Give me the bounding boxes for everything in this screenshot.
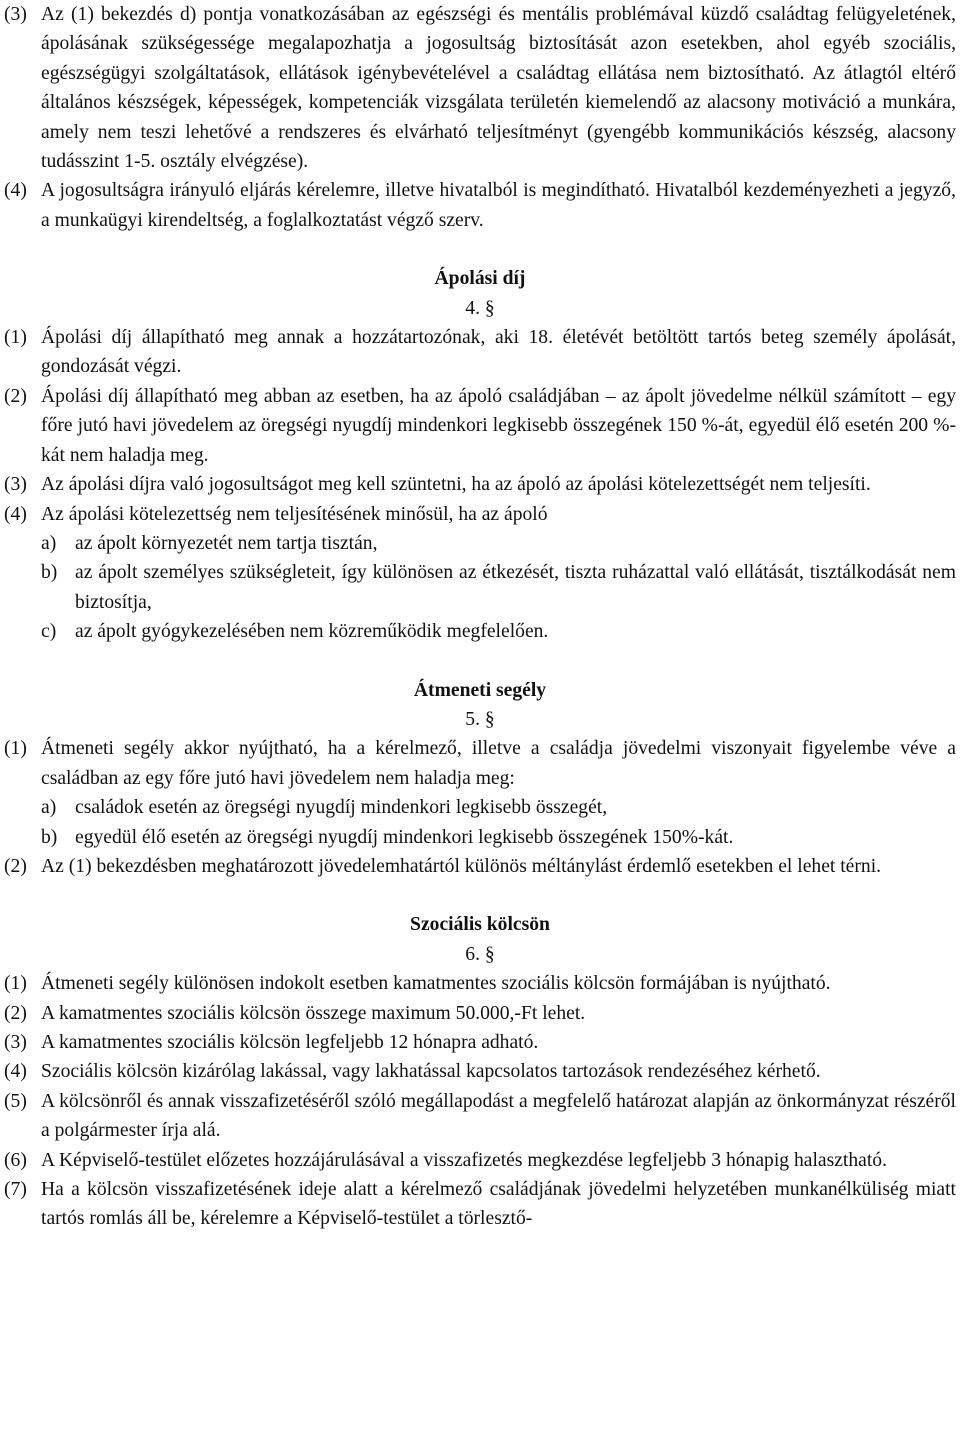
paragraph-number: (1) bbox=[4, 327, 27, 349]
paragraph-number: (4) bbox=[4, 1061, 27, 1083]
paragraph-number: (2) bbox=[4, 385, 27, 407]
paragraph-text: A kamatmentes szociális kölcsön összege maximum 50.000,-Ft lehet. bbox=[41, 1002, 586, 1024]
paragraph bbox=[4, 969, 956, 998]
paragraph-text: Ápolási díj állapítható meg annak a hozzátartozónak, aki 18. életévét betöltött tartós beteg személy ápolását, gondozását végzi. bbox=[41, 327, 956, 378]
paragraph-text: Az ápolási kötelezettség nem teljesítésének minősül, ha az ápoló bbox=[41, 503, 548, 525]
list-item-text: családok esetén az öregségi nyugdíj mindenkori legkisebb összegét, bbox=[75, 797, 608, 819]
paragraph bbox=[4, 470, 956, 499]
paragraph-number: (2) bbox=[4, 1002, 27, 1024]
paragraph-number: (7) bbox=[4, 1179, 27, 1201]
paragraph bbox=[4, 1146, 956, 1175]
section-title-szocialis-kolcson: Szociális kölcsön bbox=[410, 914, 550, 936]
list-item-marker: a) bbox=[41, 532, 57, 554]
list-item-text: az ápolt környezetét nem tartja tisztán, bbox=[75, 532, 378, 554]
paragraph-number: (3) bbox=[4, 474, 27, 496]
list-item-marker: b) bbox=[41, 562, 58, 584]
list-item-text: az ápolt gyógykezelésében nem közreműködik megfelelően. bbox=[75, 621, 549, 643]
paragraph-number: (1) bbox=[4, 738, 27, 760]
paragraph bbox=[4, 999, 956, 1028]
paragraph bbox=[4, 1087, 956, 1146]
paragraph-number: (6) bbox=[4, 1149, 27, 1171]
paragraph-text: Az (1) bekezdés d) pontja vonatkozásában az egészségi és mentális problémával küzdő családtag felügyeletének, ápolásának szükségessége megalapozhatja a jogosultság biztosítását azon esetekben, ahol egyéb szociális, egészségügyi szolgáltatások, ellátások igénybevételével a családtag ellátása nem biztosítható. Az átlagtól eltérő általános készségek, képességek, kompetenciák vizsgálata területén kiemelendő az alacsony motiváció a munkára, amely nem teszi lehetővé a rendszeres és elvárható teljesítményt (gyengébb kommunikációs készség, alacsony tudásszint 1-5. osztály elvégzése). bbox=[41, 4, 956, 173]
list-item-text: az ápolt személyes szükségleteit, így különösen az étkezését, tiszta ruházattal való ellátását, tisztálkodását nem biztosítja, bbox=[75, 562, 956, 613]
paragraph-text: Az (1) bekezdésben meghatározott jövedelemhatártól különös méltánylást érdemlő esetekben el lehet térni. bbox=[41, 855, 882, 877]
list-item bbox=[4, 617, 956, 646]
paragraph bbox=[4, 734, 956, 793]
paragraph-text: A jogosultságra irányuló eljárás kérelemre, illetve hivatalból is megindítható. Hivatalból kezdeményezheti a jegyző, a munkaügyi kirendeltség, a foglalkoztatást végző szerv. bbox=[41, 180, 956, 231]
paragraph-number: (3) bbox=[4, 1032, 27, 1053]
paragraph bbox=[4, 1057, 956, 1086]
paragraph bbox=[4, 852, 956, 881]
list-item-text: egyedül élő esetén az öregségi nyugdíj mindenkori legkisebb összegének 150%-kát. bbox=[75, 826, 734, 848]
list-item bbox=[4, 529, 956, 558]
paragraph bbox=[4, 1175, 956, 1234]
paragraph bbox=[4, 323, 956, 382]
list-item-marker: c) bbox=[41, 621, 57, 643]
paragraph-text: Ha a kölcsön visszafizetésének ideje alatt a kérelmező családjának jövedelmi helyzetében munkanélküliség miatt tartós romlás áll be, kérelemre a Képviselő-testület a törlesztő- bbox=[41, 1179, 956, 1230]
list-item bbox=[4, 823, 956, 852]
paragraph-text: Az ápolási díjra való jogosultságot meg kell szüntetni, ha az ápoló az ápolási kötelezettségét nem teljesíti. bbox=[41, 474, 871, 496]
paragraph-text: Átmeneti segély akkor nyújtható, ha a kérelmező, illetve a családja jövedelmi viszonyait figyelembe véve a családban az egy főre jutó havi jövedelem nem haladja meg: bbox=[41, 738, 956, 789]
paragraph-text: Átmeneti segély különösen indokolt esetben kamatmentes szociális kölcsön formájában is nyújtható. bbox=[41, 973, 831, 995]
paragraph-text: A Képviselő-testület előzetes hozzájárulásával a visszafizetés megkezdése legfeljebb 3 hónapig halasztható. bbox=[41, 1149, 887, 1171]
paragraph-text: Szociális kölcsön kizárólag lakással, vagy lakhatással kapcsolatos tartozások rendezéséhez kérhető. bbox=[41, 1061, 821, 1083]
paragraph-4 bbox=[4, 176, 956, 235]
section-number: 6. § bbox=[465, 943, 495, 965]
list-item-marker: b) bbox=[41, 826, 58, 848]
paragraph-number: (2) bbox=[4, 855, 27, 877]
list-item bbox=[4, 558, 956, 617]
section-title-apolasi-dij: Ápolási díj bbox=[434, 268, 526, 290]
paragraph-text: A kölcsönről és annak visszafizetéséről szóló megállapodást a megfelelő határozat alapján az önkormányzat részéről a polgármester írja alá. bbox=[41, 1090, 956, 1142]
paragraph-number: (4) bbox=[4, 180, 27, 202]
paragraph bbox=[4, 500, 956, 529]
section-title-atmeneti-segely: Átmeneti segély bbox=[413, 679, 547, 701]
list-item-marker: a) bbox=[41, 797, 57, 819]
paragraph-number: (5) bbox=[4, 1090, 27, 1112]
paragraph-number: (3) bbox=[4, 4, 27, 25]
section-number: 4. § bbox=[465, 297, 495, 319]
paragraph bbox=[4, 382, 956, 470]
paragraph-number: (1) bbox=[4, 973, 27, 995]
paragraph bbox=[4, 1028, 956, 1057]
list-item bbox=[4, 793, 956, 822]
section-number: 5. § bbox=[465, 708, 495, 730]
paragraph-text: Ápolási díj állapítható meg abban az esetben, ha az ápoló családjában – az ápolt jövedelme nélkül számított – egy főre jutó havi jövedelem az öregségi nyugdíj mindenkori legkisebb összegének 150 %-át, egyedül élő esetén 200 %-kát nem haladja meg. bbox=[41, 385, 956, 466]
paragraph-text: A kamatmentes szociális kölcsön legfeljebb 12 hónapra adható. bbox=[41, 1032, 539, 1053]
paragraph-number: (4) bbox=[4, 503, 27, 525]
paragraph-3 bbox=[4, 0, 956, 176]
